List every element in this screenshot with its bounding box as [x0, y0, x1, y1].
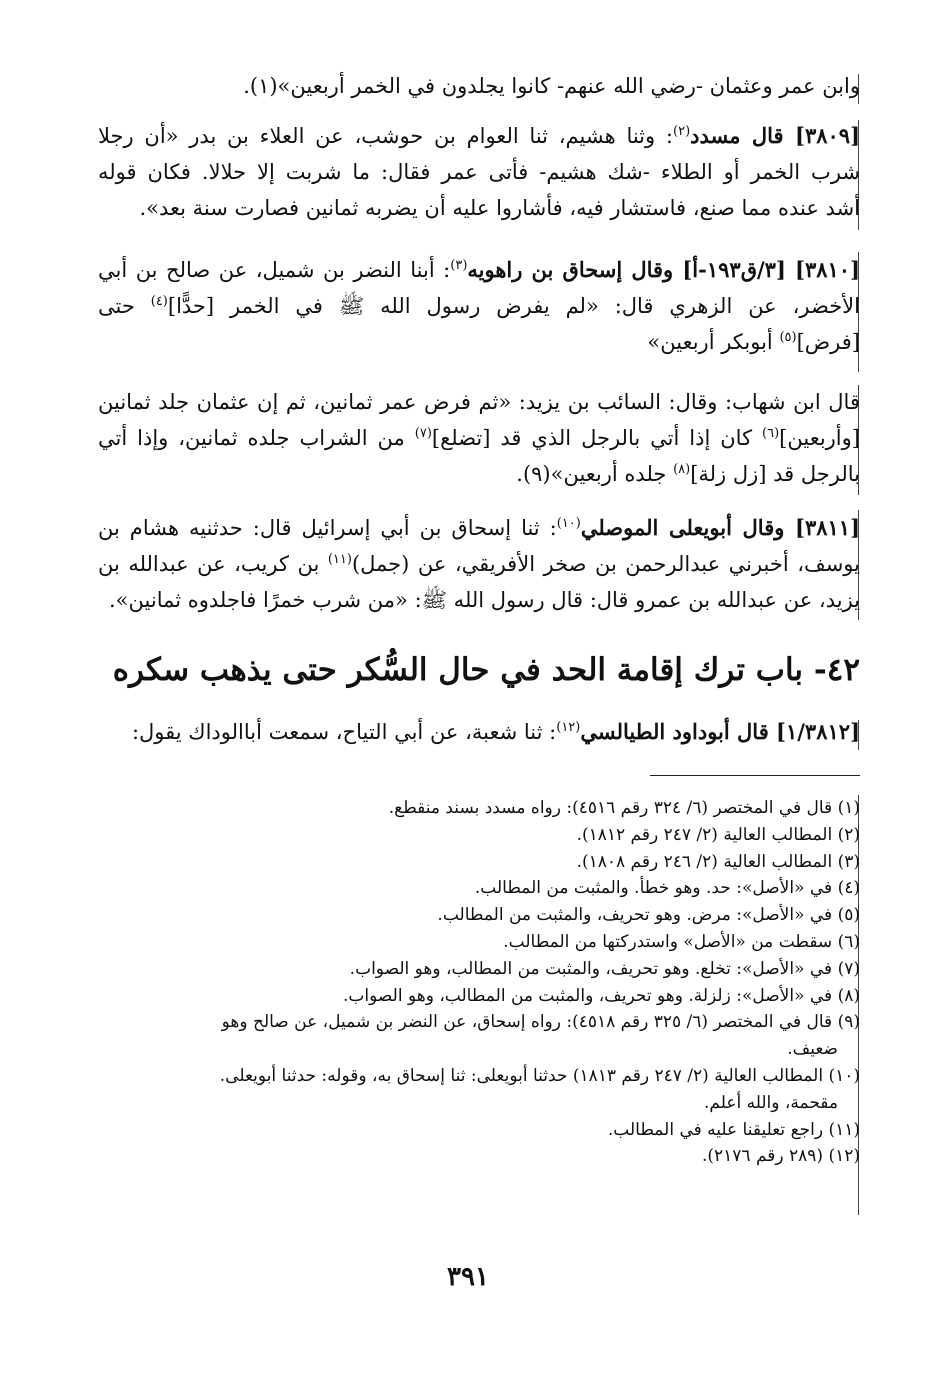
- footnote-ref: (١٢): [556, 720, 581, 735]
- text-run: : أبنا النضر بن شميل، عن صالح بن أبي: [98, 258, 451, 282]
- footnote: (٥) في «الأصل»: مرض. وهو تحريف، والمثبت من المطالب.: [437, 905, 860, 926]
- text-run: أبوبكر أربعين»: [647, 330, 773, 354]
- text-line: [98, 510, 860, 546]
- text-run: من الشراب جلده ثمانين، وإذا أتي: [98, 426, 405, 450]
- footnotes: [98, 795, 860, 1170]
- text-run: حتى: [98, 294, 135, 318]
- hadith-number: [١/٣٨١٢] قال أبوداود الطيالسي: [580, 719, 860, 744]
- text-line: [98, 456, 860, 492]
- paragraph-3810: [98, 252, 860, 360]
- hadith-number: [٣٨٠٩] قال مسدد: [690, 123, 860, 148]
- text-line: [98, 118, 860, 154]
- text-run: جلده أربعين»(٩).: [516, 462, 667, 486]
- footnote-divider: [650, 775, 860, 776]
- text-run: بالرجل قد [زل زلة]: [690, 462, 860, 486]
- text-run: : ثنا إسحاق بن أبي إسرائيل قال: حدثنيه هشام بن: [98, 516, 557, 540]
- text-line: وابن عمر وعثمان -رضي الله عنهم- كانوا يجلدون في الخمر أربعين»(١).: [243, 74, 860, 98]
- footnote: (١١) راجع تعليقنا عليه في المطالب.: [607, 1119, 860, 1140]
- text-line: [98, 546, 860, 582]
- footnote-ref: (٢): [673, 124, 691, 139]
- text-run: [فرض]: [796, 330, 860, 354]
- paragraph-3812: [98, 714, 860, 750]
- paragraph-3809: [98, 118, 860, 226]
- text-line: قال ابن شهاب: وقال: السائب بن يزيد: «ثم فرض عمر ثمانين، ثم إن عثمان جلد ثمانين: [98, 390, 860, 414]
- paragraph-ibn-shihab: [98, 384, 860, 492]
- footnote: (٧) في «الأصل»: تخلع. وهو تحريف، والمثبت من المطالب، وهو الصواب.: [349, 958, 860, 979]
- paragraph: [98, 68, 860, 104]
- text-line: [98, 288, 860, 324]
- footnote-ref: (٣): [450, 258, 468, 273]
- footnote: (٢) المطالب العالية (٢/ ٢٤٧ رقم ١٨١٢).: [576, 824, 860, 845]
- text-line: شرب الخمر أو الطلاء -شك هشيم- فأتى عمر فقال: ما شربت إلا حلالا. فكان قوله: [98, 160, 860, 184]
- paragraph-3811: [98, 510, 860, 618]
- text-line: يزيد، عن عبدالله بن عمرو قال: قال رسول الله ﷺ: «من شرب خمرًا فاجلدوه ثمانين».: [109, 588, 860, 612]
- footnote-continuation: مقحمة، والله أعلم.: [704, 1092, 838, 1113]
- footnote-ref: (١١): [327, 552, 352, 567]
- footnote: (٦) سقطت من «الأصل» واستدركتها من المطالب.: [503, 931, 860, 952]
- text-run: بن كريب، عن عبدالله بن: [98, 552, 320, 576]
- footnote-ref: (٥): [779, 330, 797, 345]
- footnote: (٨) في «الأصل»: زلزلة. وهو تحريف، والمثبت من المطالب، وهو الصواب.: [343, 985, 860, 1006]
- footnote: (٣) المطالب العالية (٢/ ٢٤٦ رقم ١٨٠٨).: [576, 851, 860, 872]
- text-line: [98, 324, 860, 360]
- text-line: [98, 714, 860, 750]
- chapter-heading: ٤٢- باب ترك إقامة الحد في حال السُّكر حتى يذهب سكره: [112, 652, 860, 688]
- footnote-ref: (٨): [673, 462, 691, 477]
- hadith-number: [٣٨١٠] [٣/ق١٩٣-أ] وقال إسحاق بن راهويه: [467, 257, 860, 282]
- footnote-ref: (٤): [150, 294, 168, 309]
- text-run: الأخضر، عن الزهري قال: «لم يفرض رسول الله ﷺ في الخمر [حدًّا]: [167, 294, 860, 318]
- text-line: [98, 420, 860, 456]
- footnote: (١٢) (٢٨٩ رقم ٢١٧٦).: [701, 1146, 860, 1167]
- text-line: [98, 252, 860, 288]
- footnote: (٩) قال في المختصر (٦/ ٣٢٥ رقم ٤٥١٨): رواه إسحاق، عن النضر بن شميل، عن صالح وهو: [221, 1012, 860, 1033]
- text-run: [وأربعين]: [779, 426, 860, 450]
- footnote-continuation: ضعيف.: [787, 1039, 838, 1060]
- footnote-ref: (٦): [762, 426, 780, 441]
- text-run: : وثنا هشيم، ثنا العوام بن حوشب، عن العلاء بن بدر «أن رجلا: [98, 124, 673, 148]
- footnote: (٤) في «الأصل»: حد. وهو خطأ. والمثبت من المطالب.: [474, 878, 860, 899]
- text-run: يوسف، أخبرني عبدالرحمن بن صخر الأفريقي، عن (جمل): [351, 552, 860, 576]
- text-run: : ثنا شعبة، عن أبي التياح، سمعت أباالوداك يقول:: [131, 720, 557, 744]
- text-line: أشد عنده مما صنع، فاستشار فيه، فأشاروا عليه أن يضربه ثمانين فصارت سنة بعد».: [139, 196, 860, 220]
- text-run: كان إذا أتي بالرجل الذي قد [تضلع]: [431, 426, 753, 450]
- hadith-number: [٣٨١١] وقال أبويعلى الموصلي: [580, 515, 860, 540]
- footnote-ref: (١٠): [556, 516, 581, 531]
- page-number: ٣٩١: [447, 1262, 489, 1292]
- footnote-ref: (٧): [414, 426, 432, 441]
- footnote: (١٠) المطالب العالية (٢/ ٢٤٧ رقم ١٨١٣) حدثنا أبويعلى: ثنا إسحاق به، وقوله: حدثنا أبويعلى.: [219, 1065, 860, 1086]
- footnote: (١) قال في المختصر (٦/ ٣٢٤ رقم ٤٥١٦): رواه مسدد بسند منقطع.: [388, 798, 860, 818]
